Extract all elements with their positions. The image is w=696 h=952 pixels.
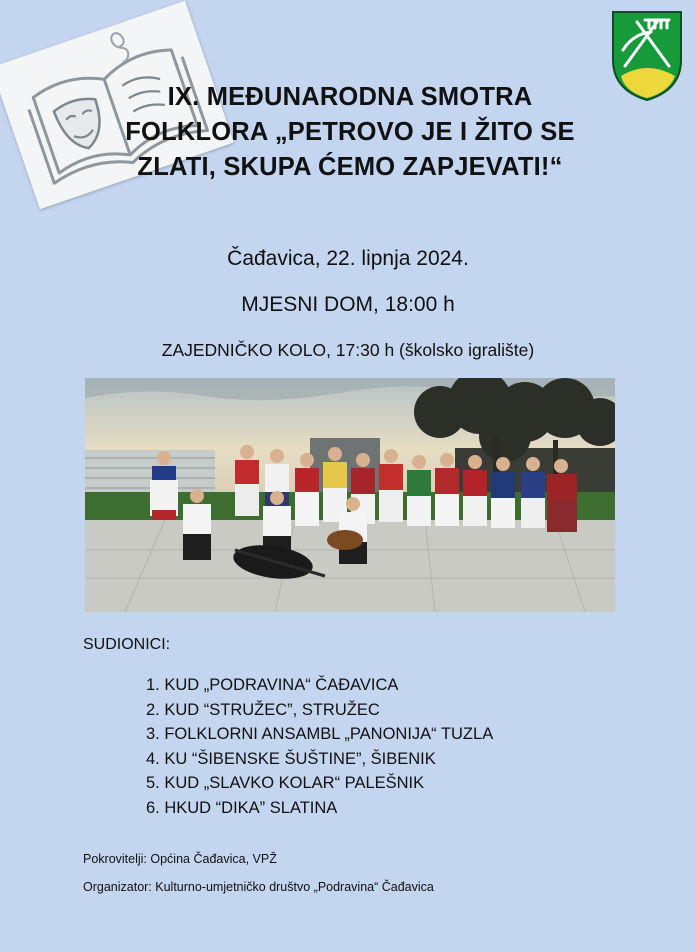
event-title bbox=[110, 80, 590, 185]
kolo-time-and-place: ZAJEDNIČKO KOLO, 17:30 h (školsko igralište) bbox=[161, 340, 535, 360]
patrons-line: Pokrovitelji: Općina Čađavica, VPŽ bbox=[83, 852, 277, 866]
participant-item: 3. FOLKLORNI ANSAMBL „PANONIJA“ TUZLA bbox=[146, 725, 494, 743]
folklore-group-photo bbox=[85, 378, 615, 612]
participant-item: 5. KUD „SLAVKO KOLAR“ PALEŠNIK bbox=[146, 774, 425, 792]
event-title-line-3: ZLATI, SKUPA ĆEMO ZAPJEVATI!“ bbox=[137, 153, 563, 181]
participant-item: 2. KUD “STRUŽEC”, STRUŽEC bbox=[146, 700, 380, 719]
organizer-line: Organizator: Kulturno-umjetničko društvo „Podravina“ Čađavica bbox=[83, 880, 434, 894]
participants-heading: SUDIONICI: bbox=[83, 636, 171, 653]
participant-item: 4. KU “ŠIBENSKE ŠUŠTINE”, ŠIBENIK bbox=[146, 749, 436, 768]
place-and-date: Čađavica, 22. lipnja 2024. bbox=[227, 247, 469, 270]
event-title-line-1: IX. MEĐUNARODNA SMOTRA bbox=[167, 83, 533, 111]
participant-item: 1. KUD „PODRAVINA“ ČAĐAVICA bbox=[146, 676, 399, 694]
event-title-line-2: FOLKLORA „PETROVO JE I ŽITO SE bbox=[125, 118, 575, 146]
participant-item: 6. HKUD “DIKA” SLATINA bbox=[146, 798, 338, 817]
municipal-coat-of-arms-icon bbox=[611, 10, 683, 102]
participants-list bbox=[146, 673, 493, 820]
venue-and-time: MJESNI DOM, 18:00 h bbox=[241, 293, 455, 316]
